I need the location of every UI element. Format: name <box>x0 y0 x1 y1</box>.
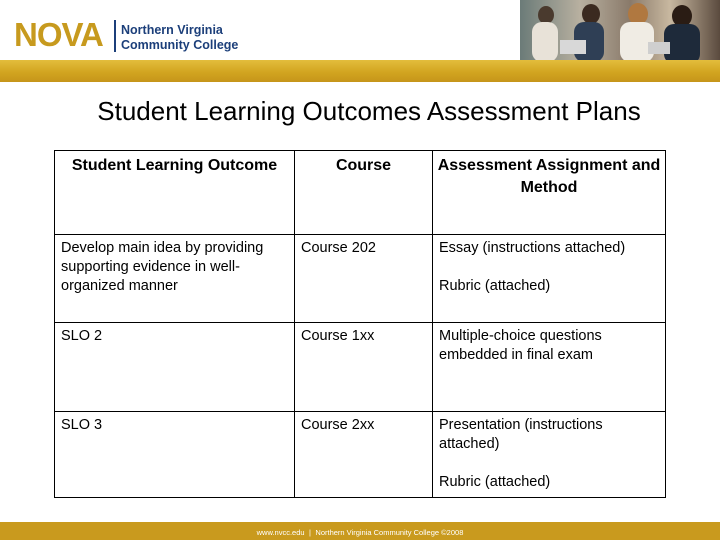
course-cell: Course 1xx <box>295 323 433 412</box>
footer-separator: | <box>309 528 311 537</box>
table-row <box>55 235 666 323</box>
course-cell: Course 2xx <box>295 412 433 498</box>
assessment-cell <box>433 235 666 323</box>
page-title: Student Learning Outcomes Assessment Plans <box>97 96 641 126</box>
assessment-method: Presentation (instructions attached) <box>439 417 603 452</box>
assessment-method: Essay (instructions attached) <box>439 240 626 256</box>
assessment-rubric: Rubric (attached) <box>439 278 551 294</box>
students-photo <box>520 0 720 60</box>
college-name-line1: Northern Virginia <box>121 23 223 37</box>
table-header-row <box>55 151 666 235</box>
assessment-plan-table <box>54 150 666 498</box>
nova-logo[interactable]: NOVA <box>14 16 103 53</box>
student-body <box>620 22 654 60</box>
header-course: Course <box>295 151 433 235</box>
table-row <box>55 323 666 412</box>
logo-divider <box>114 20 116 52</box>
footer <box>0 522 720 540</box>
header-assessment: Assessment Assignment and Method <box>433 151 666 235</box>
assessment-method: Multiple-choice questions embedded in final exam <box>439 328 602 363</box>
course-cell: Course 202 <box>295 235 433 323</box>
footer-website[interactable]: www.nvcc.edu <box>256 528 305 537</box>
assessment-cell <box>433 323 666 412</box>
student-head <box>582 4 600 24</box>
header <box>0 0 720 60</box>
assessment-cell <box>433 412 666 498</box>
laptop <box>648 42 670 54</box>
laptop <box>560 40 586 54</box>
outcome-cell: SLO 2 <box>55 323 295 412</box>
gold-band <box>0 60 720 82</box>
assessment-rubric: Rubric (attached) <box>439 474 551 490</box>
outcome-cell: Develop main idea by providing supporting evidence in well-organized manner <box>55 235 295 323</box>
table-row <box>55 412 666 498</box>
outcome-cell: SLO 3 <box>55 412 295 498</box>
footer-copyright: Northern Virginia Community College ©2008 <box>315 528 464 537</box>
header-outcome: Student Learning Outcome <box>55 151 295 235</box>
college-name-line2: Community College <box>121 38 239 52</box>
student-body <box>532 22 558 60</box>
